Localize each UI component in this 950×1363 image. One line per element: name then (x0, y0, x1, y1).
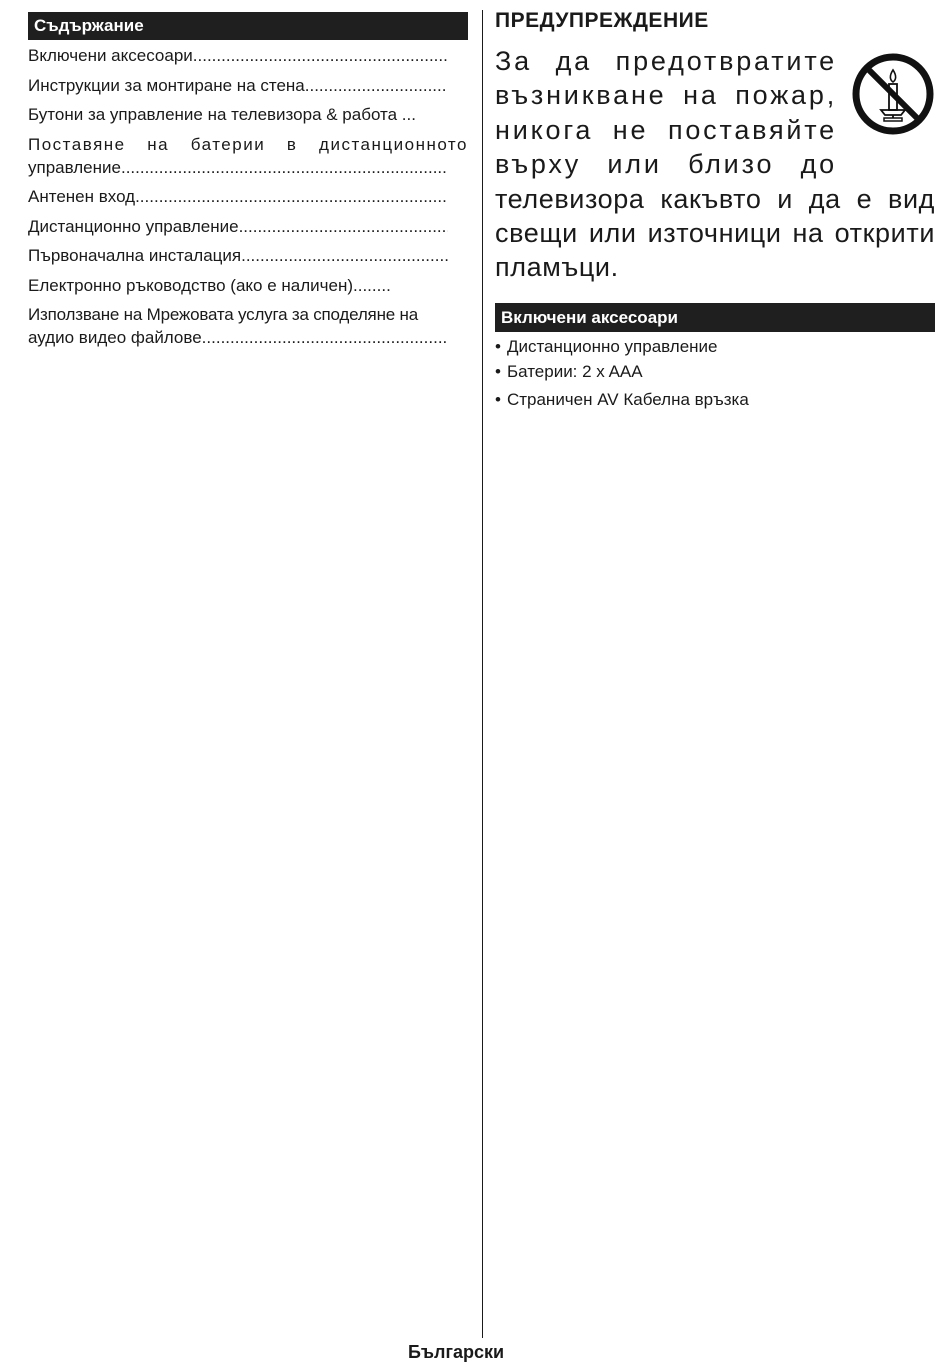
no-candles-icon (851, 52, 935, 136)
accessory-label: Дистанционно управление (506, 337, 718, 356)
toc-item-epg[interactable] (28, 274, 448, 297)
toc-dot-leader (239, 217, 448, 236)
warning-title: ПРЕДУПРЕЖДЕНИЕ (495, 9, 709, 32)
warning-line: свещи или източници на открити (495, 218, 935, 249)
toc-item-label-line1: Поставяне на батерии в дистанционното (28, 134, 468, 154)
toc-item-wall-mount[interactable] (28, 74, 448, 97)
warning-text (495, 44, 935, 285)
accessories-list (495, 335, 935, 411)
toc-dot-leader (193, 46, 448, 65)
toc-item-first-install[interactable] (28, 244, 448, 267)
warning-line: върху или близо до (495, 149, 837, 180)
toc-item-tv-controls[interactable] (28, 103, 448, 126)
toc-dot-leader (202, 328, 448, 347)
warning-line: телевизора какъвто и да е вид (495, 183, 935, 214)
warning-section (495, 8, 935, 285)
accessory-label: Страничен AV Кабелна връзка (506, 390, 749, 409)
toc-item-label: Първоначална инсталация (28, 246, 242, 265)
toc-item-label: Включени аксесоари (28, 46, 193, 65)
toc-item-label: Инструкции за монтиране на стена (28, 75, 305, 95)
warning-line: възникване на пожар, (495, 80, 837, 111)
toc-item-batteries[interactable] (28, 133, 468, 179)
toc-heading: Съдържание (28, 12, 468, 40)
toc-item-label: Антенен вход (28, 187, 136, 206)
accessories-section (495, 303, 935, 413)
warning-line: пламъци. (495, 252, 619, 283)
accessory-label: Батерии: 2 x AAA (506, 362, 643, 381)
accessories-heading: Включени аксесоари (495, 303, 935, 332)
list-item (495, 360, 935, 383)
bullet-icon: • (495, 337, 501, 356)
toc-dot-leader (135, 187, 448, 206)
toc-item-media-sharing[interactable] (28, 303, 468, 349)
toc-dot-leader (241, 246, 448, 265)
bullet-icon: • (495, 390, 501, 409)
toc-list (28, 44, 468, 349)
toc-item-label-line1: Използване на Мрежовата услуга за споделяне на (28, 305, 418, 324)
bullet-icon: • (495, 362, 501, 381)
list-item (495, 335, 935, 358)
toc-item-label-line2: управление (28, 157, 121, 177)
column-divider (482, 10, 483, 1338)
toc-item-label-line2: аудио видео файлове (28, 328, 202, 347)
toc-item-label: Дистанционно управление (28, 216, 239, 236)
toc-item-antenna[interactable] (28, 185, 448, 208)
toc-item-remote[interactable] (28, 215, 448, 238)
toc-item-label: Бутони за управление на телевизора & работа ... (28, 105, 416, 124)
toc-item-accessories[interactable] (28, 44, 448, 67)
page-footer-language: Български (407, 1342, 505, 1362)
toc-item-label-line2-wrapper (28, 156, 448, 179)
list-item (495, 388, 935, 411)
toc-dot-leader (305, 76, 448, 95)
table-of-contents (28, 12, 468, 356)
warning-line: За да предотвратите (495, 46, 837, 76)
toc-item-label: Електронно ръководство (ако е наличен)........ (28, 275, 391, 295)
warning-line: никога не поставяйте (495, 114, 837, 145)
toc-dot-leader (121, 158, 448, 177)
toc-item-label-line2-wrapper (28, 326, 448, 349)
